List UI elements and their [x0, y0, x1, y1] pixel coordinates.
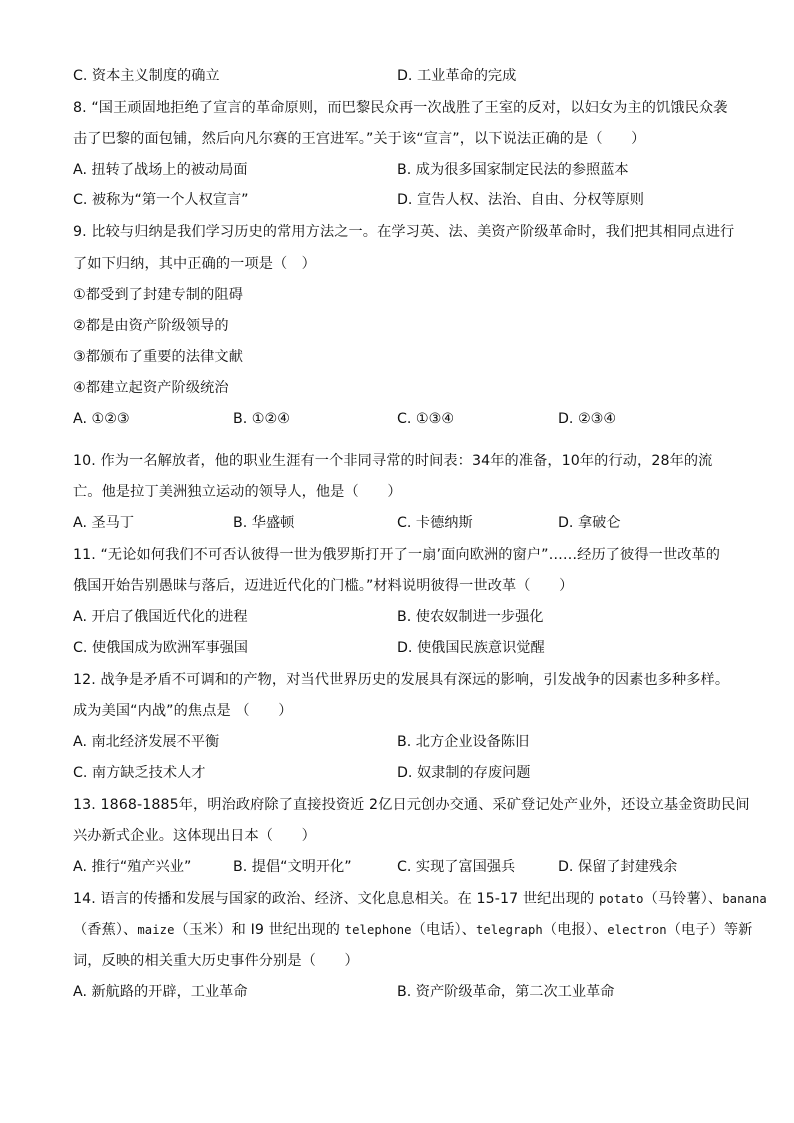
q14-option-a: A. 新航路的开辟，工业革命 [73, 984, 248, 1000]
q11-option-d: D. 使俄国民族意识觉醒 [397, 640, 545, 656]
q9-item-4: ④都建立起资产阶级统治 [73, 380, 229, 396]
q9-option-b: B. ①②④ [233, 411, 290, 427]
q7-option-c: C. 资本主义制度的确立 [73, 68, 220, 84]
q12-option-b: B. 北方企业设备陈旧 [397, 734, 530, 750]
q12-option-d: D. 奴隶制的存废问题 [397, 765, 531, 781]
q14-text: （马铃薯）、 [643, 891, 723, 907]
q9-option-a: A. ①②③ [73, 411, 130, 427]
q13-option-c: C. 实现了富国强兵 [397, 859, 516, 875]
q8-option-a: A. 扭转了战场上的被动局面 [73, 162, 248, 178]
q10-option-b: B. 华盛顿 [233, 515, 295, 531]
q9-option-c: C. ①③④ [397, 411, 455, 427]
q10-option-a: A. 圣马丁 [73, 515, 135, 531]
q14-word-potato: potato [598, 892, 644, 906]
q13-stem-line2: 兴办新式企业。这体现出日本（ ） [73, 828, 316, 844]
q9-item-2: ②都是由资产阶级领导的 [73, 318, 229, 334]
q14-text: （电子）等新 [666, 922, 753, 938]
q10-option-d: D. 拿破仑 [558, 515, 621, 531]
q12-stem-line1: 12. 战争是矛盾不可调和的产物，对当代世界历史的发展具有深远的影响，引发战争的因素也多种多样。 [73, 672, 730, 688]
q9-stem-line2: 了如下归纳，其中正确的一项是（ ） [73, 256, 316, 272]
q7-option-d: D. 工业革命的完成 [397, 68, 517, 84]
q8-option-c: C. 被称为“第一个人权宣言” [73, 192, 249, 208]
q14-stem-line1 [73, 889, 767, 909]
q8-stem-line2: 击了巴黎的面包铺，然后向凡尔赛的王宫进军。”关于该“宣言”，以下说法正确的是（ ） [73, 131, 646, 147]
q14-text: （玉米）和 I9 世纪出现的 [174, 922, 345, 938]
q14-stem-line2 [73, 920, 753, 940]
q11-option-b: B. 使农奴制进一步强化 [397, 609, 544, 625]
q9-item-3: ③都颁布了重要的法律文献 [73, 349, 243, 365]
q12-option-c: C. 南方缺乏技术人才 [73, 765, 206, 781]
q8-option-d: D. 宣告人权、法治、自由、分权等原则 [397, 192, 644, 208]
q14-stem-line3: 词，反映的相关重大历史事件分别是（ ） [73, 953, 359, 969]
q14-text: （香蕉）、 [73, 922, 138, 938]
q14-word-telegraph: telegraph [475, 923, 543, 937]
q12-option-a: A. 南北经济发展不平衡 [73, 734, 220, 750]
q11-stem-line1: 11. “无论如何我们不可否认彼得一世为俄罗斯打开了一扇’面向欧洲的窗户”……经历了彼得一世改革的 [73, 547, 721, 563]
q13-option-d: D. 保留了封建残余 [558, 859, 678, 875]
q8-option-b: B. 成为很多国家制定民法的参照蓝本 [397, 162, 629, 178]
q13-option-b: B. 提倡“文明开化” [233, 859, 352, 875]
q12-stem-line2: 成为美国“内战”的焦点是 （ ） [73, 703, 293, 719]
q14-word-telephone: telephone [344, 923, 412, 937]
q14-word-maize: maize [137, 923, 175, 937]
q13-option-a: A. 推行“殖产兴业” [73, 859, 192, 875]
q14-text: （电话）、 [411, 922, 476, 938]
q9-option-d: D. ②③④ [558, 411, 617, 427]
q10-stem-line2: 亡。他是拉丁美洲独立运动的领导人，他是（ ） [73, 484, 402, 500]
q10-option-c: C. 卡德纳斯 [397, 515, 473, 531]
q9-stem-line1: 9. 比较与归纳是我们学习历史的常用方法之一。在学习英、法、美资产阶级革命时，我们把其相同点进行 [73, 224, 735, 240]
q11-option-c: C. 使俄国成为欧洲军事强国 [73, 640, 248, 656]
q14-option-b: B. 资产阶级革命，第二次工业革命 [397, 984, 615, 1000]
q14-text: 14. 语言的传播和发展与国家的政治、经济、文化息息相关。在 15-17 世纪出现的 [73, 891, 599, 907]
q13-stem-line1: 13. 1868-1885年，明治政府除了直接投资近 2亿日元创办交通、采矿登记处产业外，还设立基金资助民间 [73, 797, 750, 813]
q11-option-a: A. 开启了俄国近代化的进程 [73, 609, 248, 625]
q10-stem-line1: 10. 作为一名解放者，他的职业生涯有一个非同寻常的时间表：34年的准备，10年的行动，28年的流 [73, 453, 713, 469]
q14-word-electron: electron [607, 923, 667, 937]
q11-stem-line2: 俄国开始告别愚昧与落后，迈进近代化的门槛。”材料说明彼得一世改革（ ） [73, 578, 574, 594]
q14-word-banana: banana [722, 892, 767, 906]
q14-text: （电报）、 [542, 922, 608, 938]
q9-item-1: ①都受到了封建专制的阻碍 [73, 287, 243, 303]
q8-stem-line1: 8. “国王顽固地拒绝了宣言的革命原则，而巴黎民众再一次战胜了王室的反对，以妇女为主的饥饿民众袭 [73, 100, 728, 116]
